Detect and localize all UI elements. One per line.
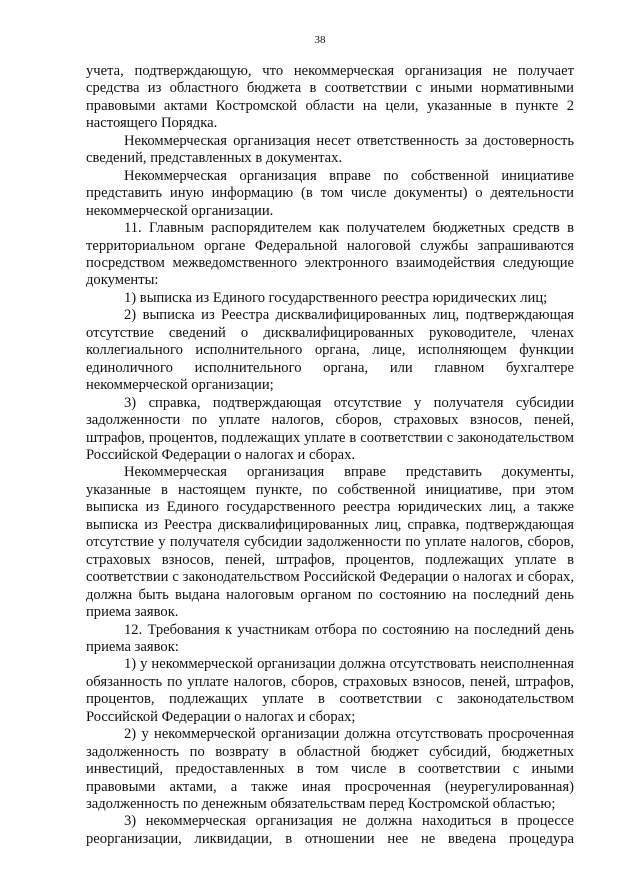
list-item-11-1: 1) выписка из Единого государственного реестра юридических лиц; — [124, 289, 548, 306]
paragraph-item-12: 12. Требования к участникам отбора по состоянию на последний день приема заявок: — [86, 621, 574, 655]
paragraph-initiative: Некоммерческая организация вправе по собственной инициативе представить иную информацию (в том числе документы) о деятельности некоммерческой организации. — [86, 167, 574, 219]
document-body — [86, 63, 574, 848]
paragraph-documents-note: Некоммерческая организация вправе представить документы, указанные в настоящем пункте, по собственной инициативе, при этом выписка из Единого государственного реестра юридических лиц, а также выписка из Реестра дисквалифицированных лиц, справка, подтверждающая отсутствие у получателя субсидии задолженности по уплате налогов, сборов, страховых взносов, пеней, штрафов, процентов, подлежащих уплате в соответствии с законодательством Российской Федерации о налогах и сборах, должна быть выдана налоговым органом по состоянию на последний день приема заявок. — [86, 464, 574, 621]
list-item-11-2: 2) выписка из Реестра дисквалифицированных лиц, подтверждающая отсутствие сведений о дисквалифицированных руководителе, членах коллегиального исполнительного органа, лице, исполняющем функции единоличного исполнительного органа, или главном бухгалтере некоммерческой организации; — [86, 307, 574, 394]
list-item-12-1: 1) у некоммерческой организации должна отсутствовать неисполненная обязанность по уплате налогов, сборов, страховых взносов, пеней, штрафов, процентов, подлежащих уплате в соответствии с законодательством Российской Федерации о налогах и сборах; — [86, 656, 574, 725]
list-item-12-3: 3) некоммерческая организация не должна находиться в процессе реорганизации, ликвидации, в отношении нее не введена процедура — [86, 813, 574, 847]
paragraph-continuation: учета, подтверждающую, что некоммерческая организация не получает средства из областного бюджета в соответствии с иными нормативными правовыми актами Костромской области на цели, указанные в пункте 2 настоящего Порядка. — [86, 63, 574, 132]
paragraph-item-11: 11. Главным распорядителем как получателем бюджетных средств в территориальном органе Федеральной налоговой службы запрашиваются посредством межведомственного электронного взаимодействия следующие документы: — [86, 220, 574, 289]
page-number: 38 — [314, 34, 326, 46]
paragraph-responsibility: Некоммерческая организация несет ответственность за достоверность сведений, представленных в документах. — [86, 132, 574, 167]
list-item-11-3: 3) справка, подтверждающая отсутствие у получателя субсидии задолженности по уплате налогов, сборов, страховых взносов, пеней, штрафов, процентов, подлежащих уплате в соответствии с законодательством Российской Федерации о налогах и сборах. — [86, 394, 574, 463]
list-item-12-2: 2) у некоммерческой организации должна отсутствовать просроченная задолженность по возврату в областной бюджет субсидий, бюджетных инвестиций, предоставленных в том числе в соответствии с иными правовыми актами, а также иная просроченная (неурегулированная) задолженность по денежным обязательствам перед Костромской областью; — [86, 726, 574, 813]
